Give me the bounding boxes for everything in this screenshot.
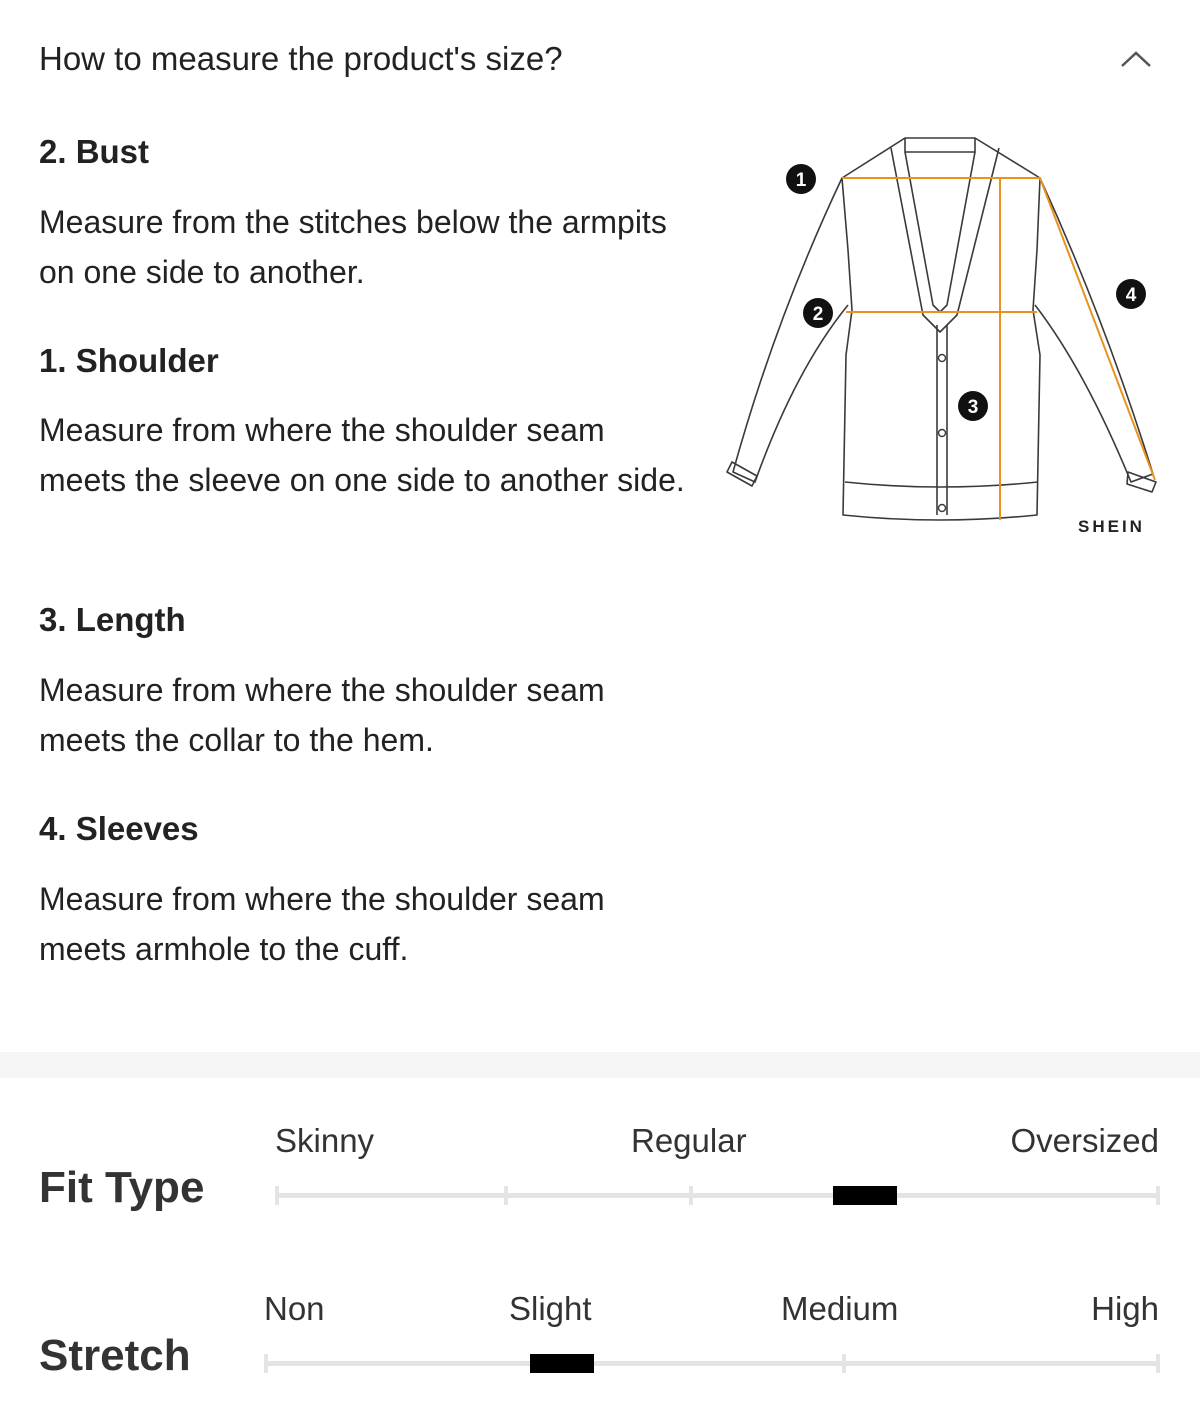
text-length: Measure from where the shoulder seam meets the collar to the hem. [39,672,605,758]
fit-tick [1156,1186,1160,1205]
fit-tick [275,1186,279,1205]
marker-2-label: 2 [812,304,824,325]
stretch-label-medium: Medium [781,1290,899,1327]
fit-tick [504,1186,508,1205]
fit-type-track [275,1193,1160,1198]
chevron-up-icon[interactable] [1118,44,1154,74]
section-divider [0,1052,1200,1078]
stretch-level-marker [530,1354,594,1373]
stretch-tick [264,1354,268,1373]
stretch-tick [1156,1354,1160,1373]
fit-type-level-marker [833,1186,897,1205]
stretch-track [264,1361,1160,1366]
fit-tick [689,1186,693,1205]
cardigan-measurement-diagram [715,130,1175,550]
text-sleeves: Measure from where the shoulder seam meets armhole to the cuff. [39,881,605,967]
heading-sleeves: 4. Sleeves [39,810,199,847]
stretch-title: Stretch [39,1331,191,1380]
section-title[interactable]: How to measure the product's size? [39,40,563,77]
stretch-label-non: Non [264,1290,325,1327]
heading-shoulder: 1. Shoulder [39,342,219,379]
fit-type-title: Fit Type [39,1163,205,1212]
heading-length: 3. Length [39,601,186,638]
heading-bust: 2. Bust [39,133,150,170]
stretch-tick [842,1354,846,1373]
marker-1-label: 1 [795,170,807,191]
brand-logo: SHEIN [1078,517,1145,536]
text-bust: Measure from the stitches below the armpits on one side to another. [39,204,667,290]
marker-3-label: 3 [967,397,979,418]
text-shoulder: Measure from where the shoulder seam meets the sleeve on one side to another side. [39,412,685,498]
stretch-label-slight: Slight [509,1290,592,1327]
marker-4-label: 4 [1125,285,1137,306]
fit-label-regular: Regular [631,1122,747,1159]
fit-label-oversized: Oversized [1010,1122,1159,1159]
stretch-label-high: High [1091,1290,1159,1327]
fit-label-skinny: Skinny [275,1122,375,1159]
